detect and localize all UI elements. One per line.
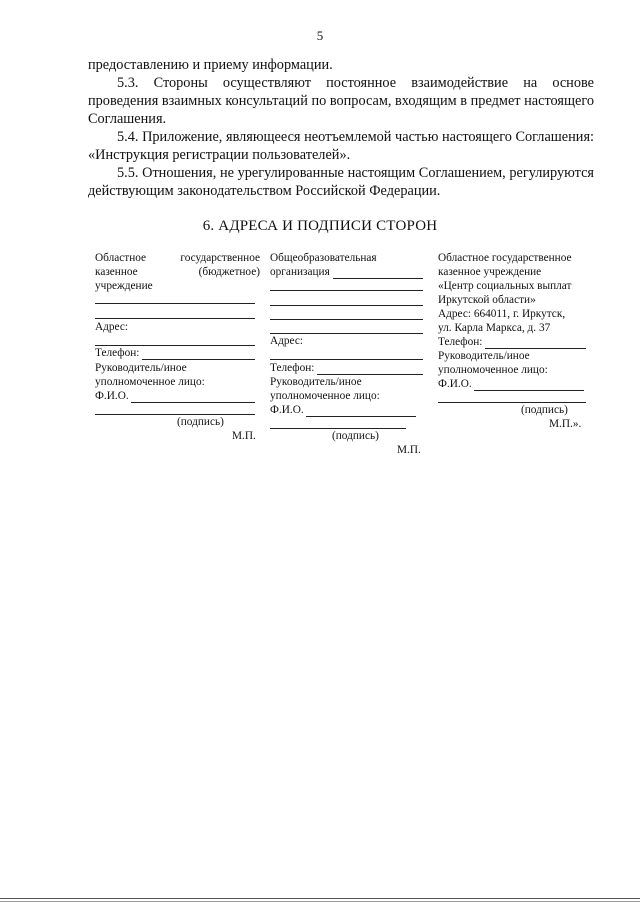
page-number: 5	[316, 28, 324, 43]
party3-head-label: Руководитель/иное	[438, 350, 530, 362]
party2-signature-line[interactable]	[270, 428, 406, 429]
party3-phone-label: Телефон:	[438, 336, 483, 348]
party3-org-line-1: Областное государственное	[438, 252, 572, 264]
party3-signature-label: (подпись)	[521, 404, 568, 416]
party3-fio-label: Ф.И.О.	[438, 378, 472, 390]
party1-org-line-1: Областное государственное	[95, 252, 260, 264]
party2-fio-label: Ф.И.О.	[270, 404, 304, 416]
paragraph-continuation: предоставлению и приему информации.	[88, 57, 333, 73]
party3-fio-field[interactable]	[474, 390, 584, 391]
party1-name-field-1[interactable]	[95, 303, 255, 304]
section-title: 6. АДРЕСА И ПОДПИСИ СТОРОН	[202, 218, 438, 234]
party2-name-field-1[interactable]	[270, 290, 423, 291]
party1-address-field[interactable]	[95, 345, 255, 346]
party1-signature-label: (подпись)	[177, 416, 224, 428]
party1-signature-line[interactable]	[95, 414, 255, 415]
party3-signature-line[interactable]	[438, 402, 586, 403]
party1-address-label: Адрес:	[95, 321, 129, 333]
party1-authorized-label: уполномоченное лицо:	[95, 376, 205, 388]
party1-head-label: Руководитель/иное	[95, 362, 187, 374]
party1-org-line-3: учреждение	[95, 280, 153, 292]
party1-fio-label: Ф.И.О.	[95, 390, 129, 402]
party-column-3	[438, 252, 598, 452]
party2-head-label: Руководитель/иное	[270, 376, 362, 388]
party3-org-line-2: казенное учреждение	[438, 266, 542, 278]
paragraph-5-5: 5.5. Отношения, не урегулированные настоящим Соглашением, регулируются действующим законодательством Российской Федерации.	[88, 165, 594, 199]
document-body	[88, 56, 594, 200]
paragraph-5-4: 5.4. Приложение, являющееся неотъемлемой частью настоящего Соглашения: «Инструкция регистрации пользователей».	[88, 129, 594, 163]
party2-name-field-2[interactable]	[270, 305, 423, 306]
page-bottom-border	[0, 898, 640, 899]
party3-seal-label: М.П.».	[549, 418, 582, 430]
party2-phone-label: Телефон:	[270, 362, 315, 374]
party1-phone-label: Телефон:	[95, 347, 140, 359]
party2-org-line-2: организация	[270, 266, 330, 278]
party-column-2	[270, 252, 430, 462]
party2-phone-field[interactable]	[317, 374, 423, 375]
party1-org-line-2: казенное (бюджетное)	[95, 266, 260, 278]
party2-seal-label: М.П.	[397, 444, 421, 456]
party2-org-name-field[interactable]	[333, 278, 423, 279]
party2-name-field-3[interactable]	[270, 319, 423, 320]
party1-fio-field[interactable]	[131, 402, 255, 403]
party2-org-line-1: Общеобразовательная	[270, 252, 377, 264]
party2-name-field-4[interactable]	[270, 333, 423, 334]
paragraph-5-3: 5.3. Стороны осуществляют постоянное взаимодействие на основе проведения взаимных консультаций по вопросам, входящим в предмет настоящего Соглашения.	[88, 75, 594, 127]
party2-address-label: Адрес:	[270, 335, 304, 347]
page-bottom-border-2	[0, 901, 640, 902]
party3-org-line-4: Иркутской области»	[438, 294, 536, 306]
party3-address-line-1: Адрес: 664011, г. Иркутск,	[438, 308, 566, 320]
party3-phone-field[interactable]	[485, 348, 586, 349]
party3-authorized-label: уполномоченное лицо:	[438, 364, 548, 376]
party2-signature-label: (подпись)	[332, 430, 379, 442]
party2-address-field[interactable]	[270, 359, 423, 360]
party3-address-line-2: ул. Карла Маркса, д. 37	[438, 322, 551, 334]
party1-name-field-2[interactable]	[95, 318, 255, 319]
party-column-1	[95, 252, 260, 452]
party3-org-line-3: «Центр социальных выплат	[438, 280, 572, 292]
party1-seal-label: М.П.	[232, 430, 256, 442]
party2-fio-field[interactable]	[306, 416, 416, 417]
party2-authorized-label: уполномоченное лицо:	[270, 390, 380, 402]
party1-phone-field[interactable]	[142, 359, 255, 360]
